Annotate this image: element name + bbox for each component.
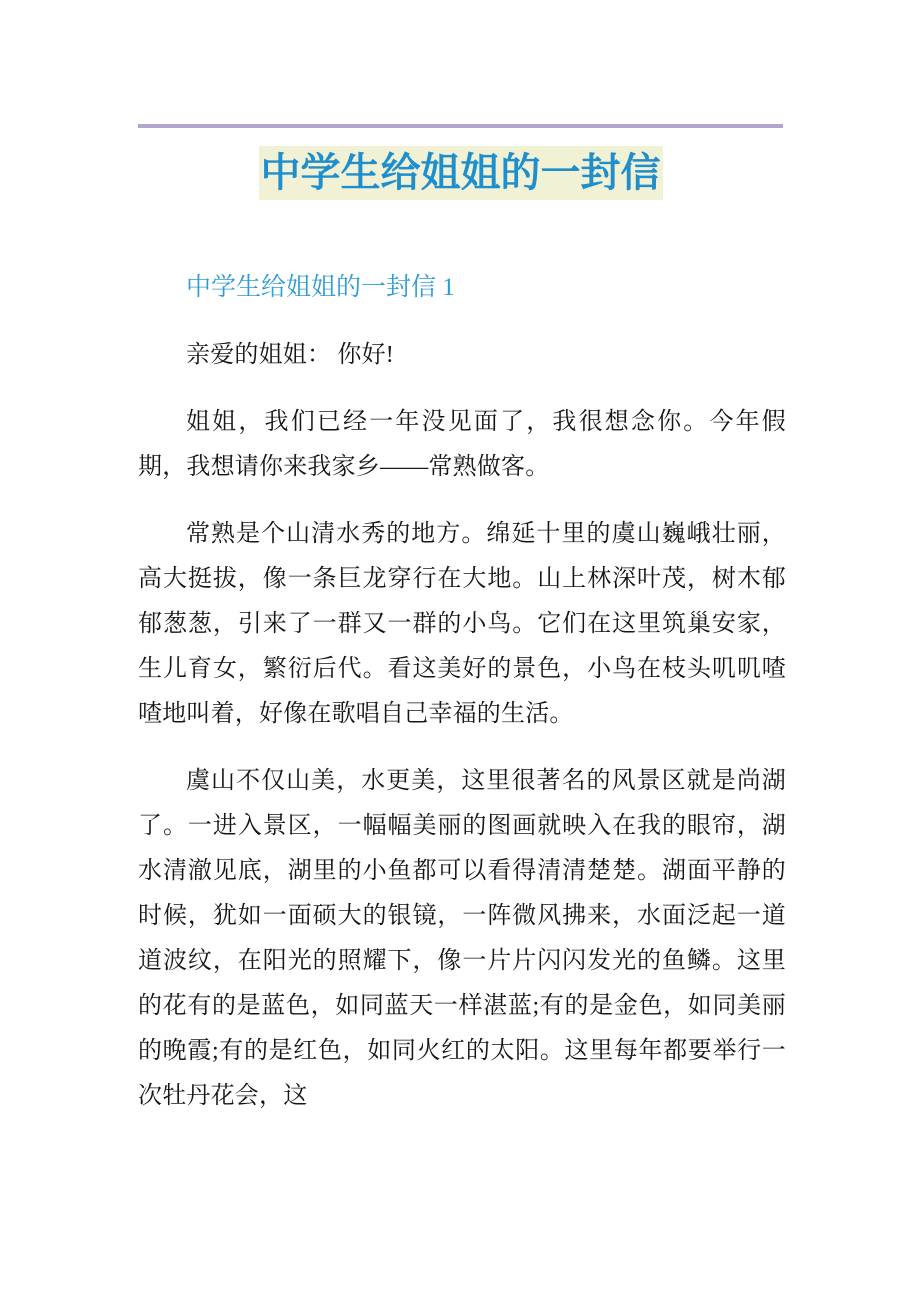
page-title-text: 中学生给姐姐的一封信 bbox=[259, 146, 663, 200]
header-divider bbox=[138, 124, 783, 128]
paragraph-2: 常熟是个山清水秀的地方。绵延十里的虞山巍峨壮丽，高大挺拔，像一条巨龙穿行在大地。山上林深叶茂，树木郁郁葱葱，引来了一群又一群的小鸟。它们在这里筑巢安家，生儿育女，繁衍后代。看这美好的景色，小鸟在枝头叽叽喳喳地叫着，好像在歌唱自己幸福的生活。 bbox=[138, 521, 786, 727]
section-heading: 中学生给姐姐的一封信 1 bbox=[186, 274, 455, 301]
body-content bbox=[138, 333, 786, 1119]
paragraph-3: 虞山不仅山美，水更美，这里很著名的风景区就是尚湖了。一进入景区，一幅幅美丽的图画就映入在我的眼帘，湖水清澈见底，湖里的小鱼都可以看得清清楚楚。湖面平静的时候，犹如一面硕大的银镜，一阵微风拂来，水面泛起一道道波纹，在阳光的照耀下，像一片片闪闪发光的鱼鳞。这里的花有的是蓝色，如同蓝天一样湛蓝;有的是金色，如同美丽的晚霞;有的是红色，如同火红的太阳。这里每年都要举行一次牡丹花会，这 bbox=[138, 768, 786, 1109]
paragraph-1: 姐姐，我们已经一年没见面了，我很想念你。今年假期，我想请你来我家乡——常熟做客。 bbox=[138, 409, 786, 480]
page-title bbox=[138, 146, 783, 200]
paragraph-salutation: 亲爱的姐姐： 你好! bbox=[186, 342, 394, 368]
